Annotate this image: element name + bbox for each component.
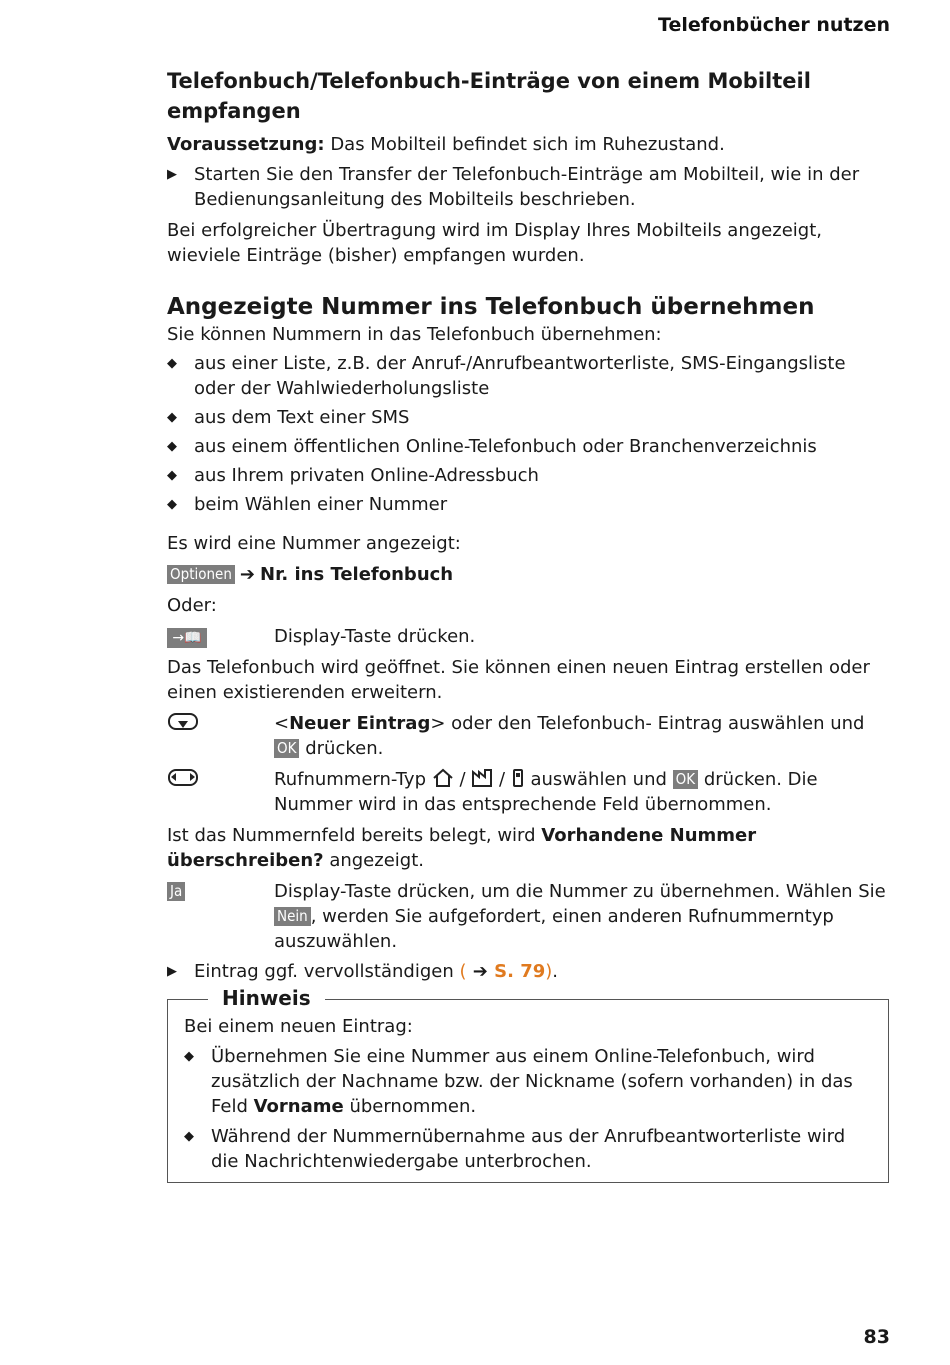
diamond-bullet-icon: ◆ (167, 356, 177, 371)
arrow-right-icon: ➔ (466, 961, 495, 982)
complete-step (167, 959, 889, 984)
text-fragment: auswählen und (524, 769, 673, 790)
list-item-text: aus einem öffentlichen Online-Telefonbuch oder Branchenverzeichnis (194, 436, 817, 457)
text-fragment: übernommen. (343, 1096, 477, 1117)
ok-softkey[interactable]: OK (673, 770, 698, 789)
source-list (167, 351, 889, 517)
text-fragment: drücken. Die Nummer wird in das entsprechende Feld übernommen. (274, 769, 818, 815)
display-key-step (167, 624, 889, 649)
list-item (167, 434, 889, 459)
note-item-text: Während der Nummernübernahme aus der Anrufbeantworterliste wird die Nachrichtenwiedergabe unterbrochen. (211, 1126, 846, 1172)
shown-text: Es wird eine Nummer angezeigt: (167, 533, 461, 554)
menu-item-label: Nr. ins Telefonbuch (260, 564, 454, 585)
text-fragment: Eintrag ggf. vervollständigen (194, 961, 460, 982)
text-fragment: angezeigt. (323, 850, 424, 871)
list-item-text: aus einer Liste, z.B. der Anruf-/Anrufbeantworterliste, SMS-Eingangsliste oder der Wahlwiederholungsliste (194, 353, 846, 399)
text-fragment: ( (459, 961, 467, 982)
field-name: Vorname (253, 1096, 344, 1117)
text-fragment: < (274, 713, 290, 734)
prerequisite-label: Voraussetzung: (167, 134, 325, 155)
list-item (167, 492, 889, 517)
list-item (167, 351, 889, 401)
mobile-icon (511, 768, 525, 788)
confirm-step (167, 879, 889, 954)
section-heading-take-number: Angezeigte Nummer ins Telefonbuch übernehmen (167, 294, 815, 320)
diamond-bullet-icon: ◆ (167, 439, 177, 454)
triangle-bullet-icon: ▶ (167, 964, 177, 979)
step-item (167, 162, 889, 212)
result-text: Bei erfolgreicher Übertragung wird im Display Ihres Mobilteils angezeigt, wieviele Einträge (bisher) empfangen wurden. (167, 220, 822, 266)
diamond-bullet-icon: ◆ (167, 497, 177, 512)
text-fragment: > oder den Telefonbuch- Eintrag auswählen und (430, 713, 865, 734)
diamond-bullet-icon: ◆ (184, 1129, 194, 1144)
text-fragment: drücken. (305, 738, 384, 759)
home-icon (432, 768, 454, 788)
list-item-text: aus Ihrem privaten Online-Adressbuch (194, 465, 539, 486)
note-item (184, 1124, 872, 1174)
text-fragment: Display-Taste drücken, um die Nummer zu übernehmen. Wählen Sie (274, 881, 886, 902)
control-key-down-icon (167, 711, 199, 735)
list-item (167, 405, 889, 430)
display-key-text: Display-Taste drücken. (274, 626, 476, 647)
menu-path (167, 562, 889, 587)
prerequisite-text: Das Mobilteil befindet sich im Ruhezustand. (324, 134, 725, 155)
list-item-text: aus dem Text einer SMS (194, 407, 410, 428)
diamond-bullet-icon: ◆ (167, 410, 177, 425)
or-text: Oder: (167, 595, 217, 616)
note-box (167, 986, 889, 1183)
step-text: Starten Sie den Transfer der Telefonbuch-Einträge am Mobilteil, wie in der Bedienungsanleitung des Mobilteils beschrieben. (194, 164, 860, 210)
prerequisite (167, 132, 889, 157)
note-title: Hinweis (208, 986, 325, 1010)
select-entry-step (167, 711, 889, 761)
page-number: 83 (863, 1326, 890, 1348)
main-content (167, 66, 889, 984)
phonebook-display-key-icon[interactable]: →📖 (167, 628, 207, 648)
opened-text: Das Telefonbuch wird geöffnet. Sie können einen neuen Eintrag erstellen oder einen existierenden erweitern. (167, 657, 870, 703)
new-entry-label: Neuer Eintrag (289, 713, 431, 734)
list-item-text: beim Wählen einer Nummer (194, 494, 448, 515)
arrow-right-icon: ➔ (239, 564, 255, 585)
section-heading-receive: Telefonbuch/Telefonbuch-Einträge von einem Mobilteil empfangen (167, 69, 811, 123)
running-header: Telefonbücher nutzen (658, 14, 890, 36)
text-fragment: ) (545, 961, 553, 982)
page-reference-link[interactable]: S. 79 (494, 961, 546, 982)
note-item (184, 1044, 872, 1119)
text-fragment: Übernehmen Sie eine Nummer aus einem Online-Telefonbuch, wird zusätzlich der Nachname bzw. der Nickname (sofern vorhanden) in das Feld (211, 1046, 853, 1117)
overwrite-prompt: Vorhandene Nummer überschreiben? (167, 825, 757, 871)
text-fragment: . (552, 961, 559, 982)
diamond-bullet-icon: ◆ (167, 468, 177, 483)
triangle-bullet-icon: ▶ (167, 167, 177, 182)
office-icon (471, 768, 493, 788)
select-type-step: Rufnummern-Typ / / auswählen und OK drücken. Die Nummer wird in das entsprechende Feld übernommen. (167, 767, 889, 817)
text-fragment: Rufnummern-Typ (274, 769, 432, 790)
control-key-left-right-icon (167, 767, 199, 791)
nein-softkey[interactable]: Nein (274, 907, 311, 926)
list-item (167, 463, 889, 488)
text-fragment: , werden Sie aufgefordert, einen anderen Rufnummerntyp auszuwählen. (274, 906, 834, 952)
ok-softkey[interactable]: OK (274, 739, 299, 758)
intro-text: Sie können Nummern in das Telefonbuch übernehmen: (167, 324, 662, 345)
diamond-bullet-icon: ◆ (184, 1049, 194, 1064)
ja-softkey[interactable]: Ja (167, 882, 185, 901)
overwrite-text (167, 823, 889, 873)
note-intro: Bei einem neuen Eintrag: (184, 1016, 413, 1037)
options-softkey[interactable]: Optionen (167, 565, 235, 584)
text-fragment: Ist das Nummernfeld bereits belegt, wird (167, 825, 542, 846)
